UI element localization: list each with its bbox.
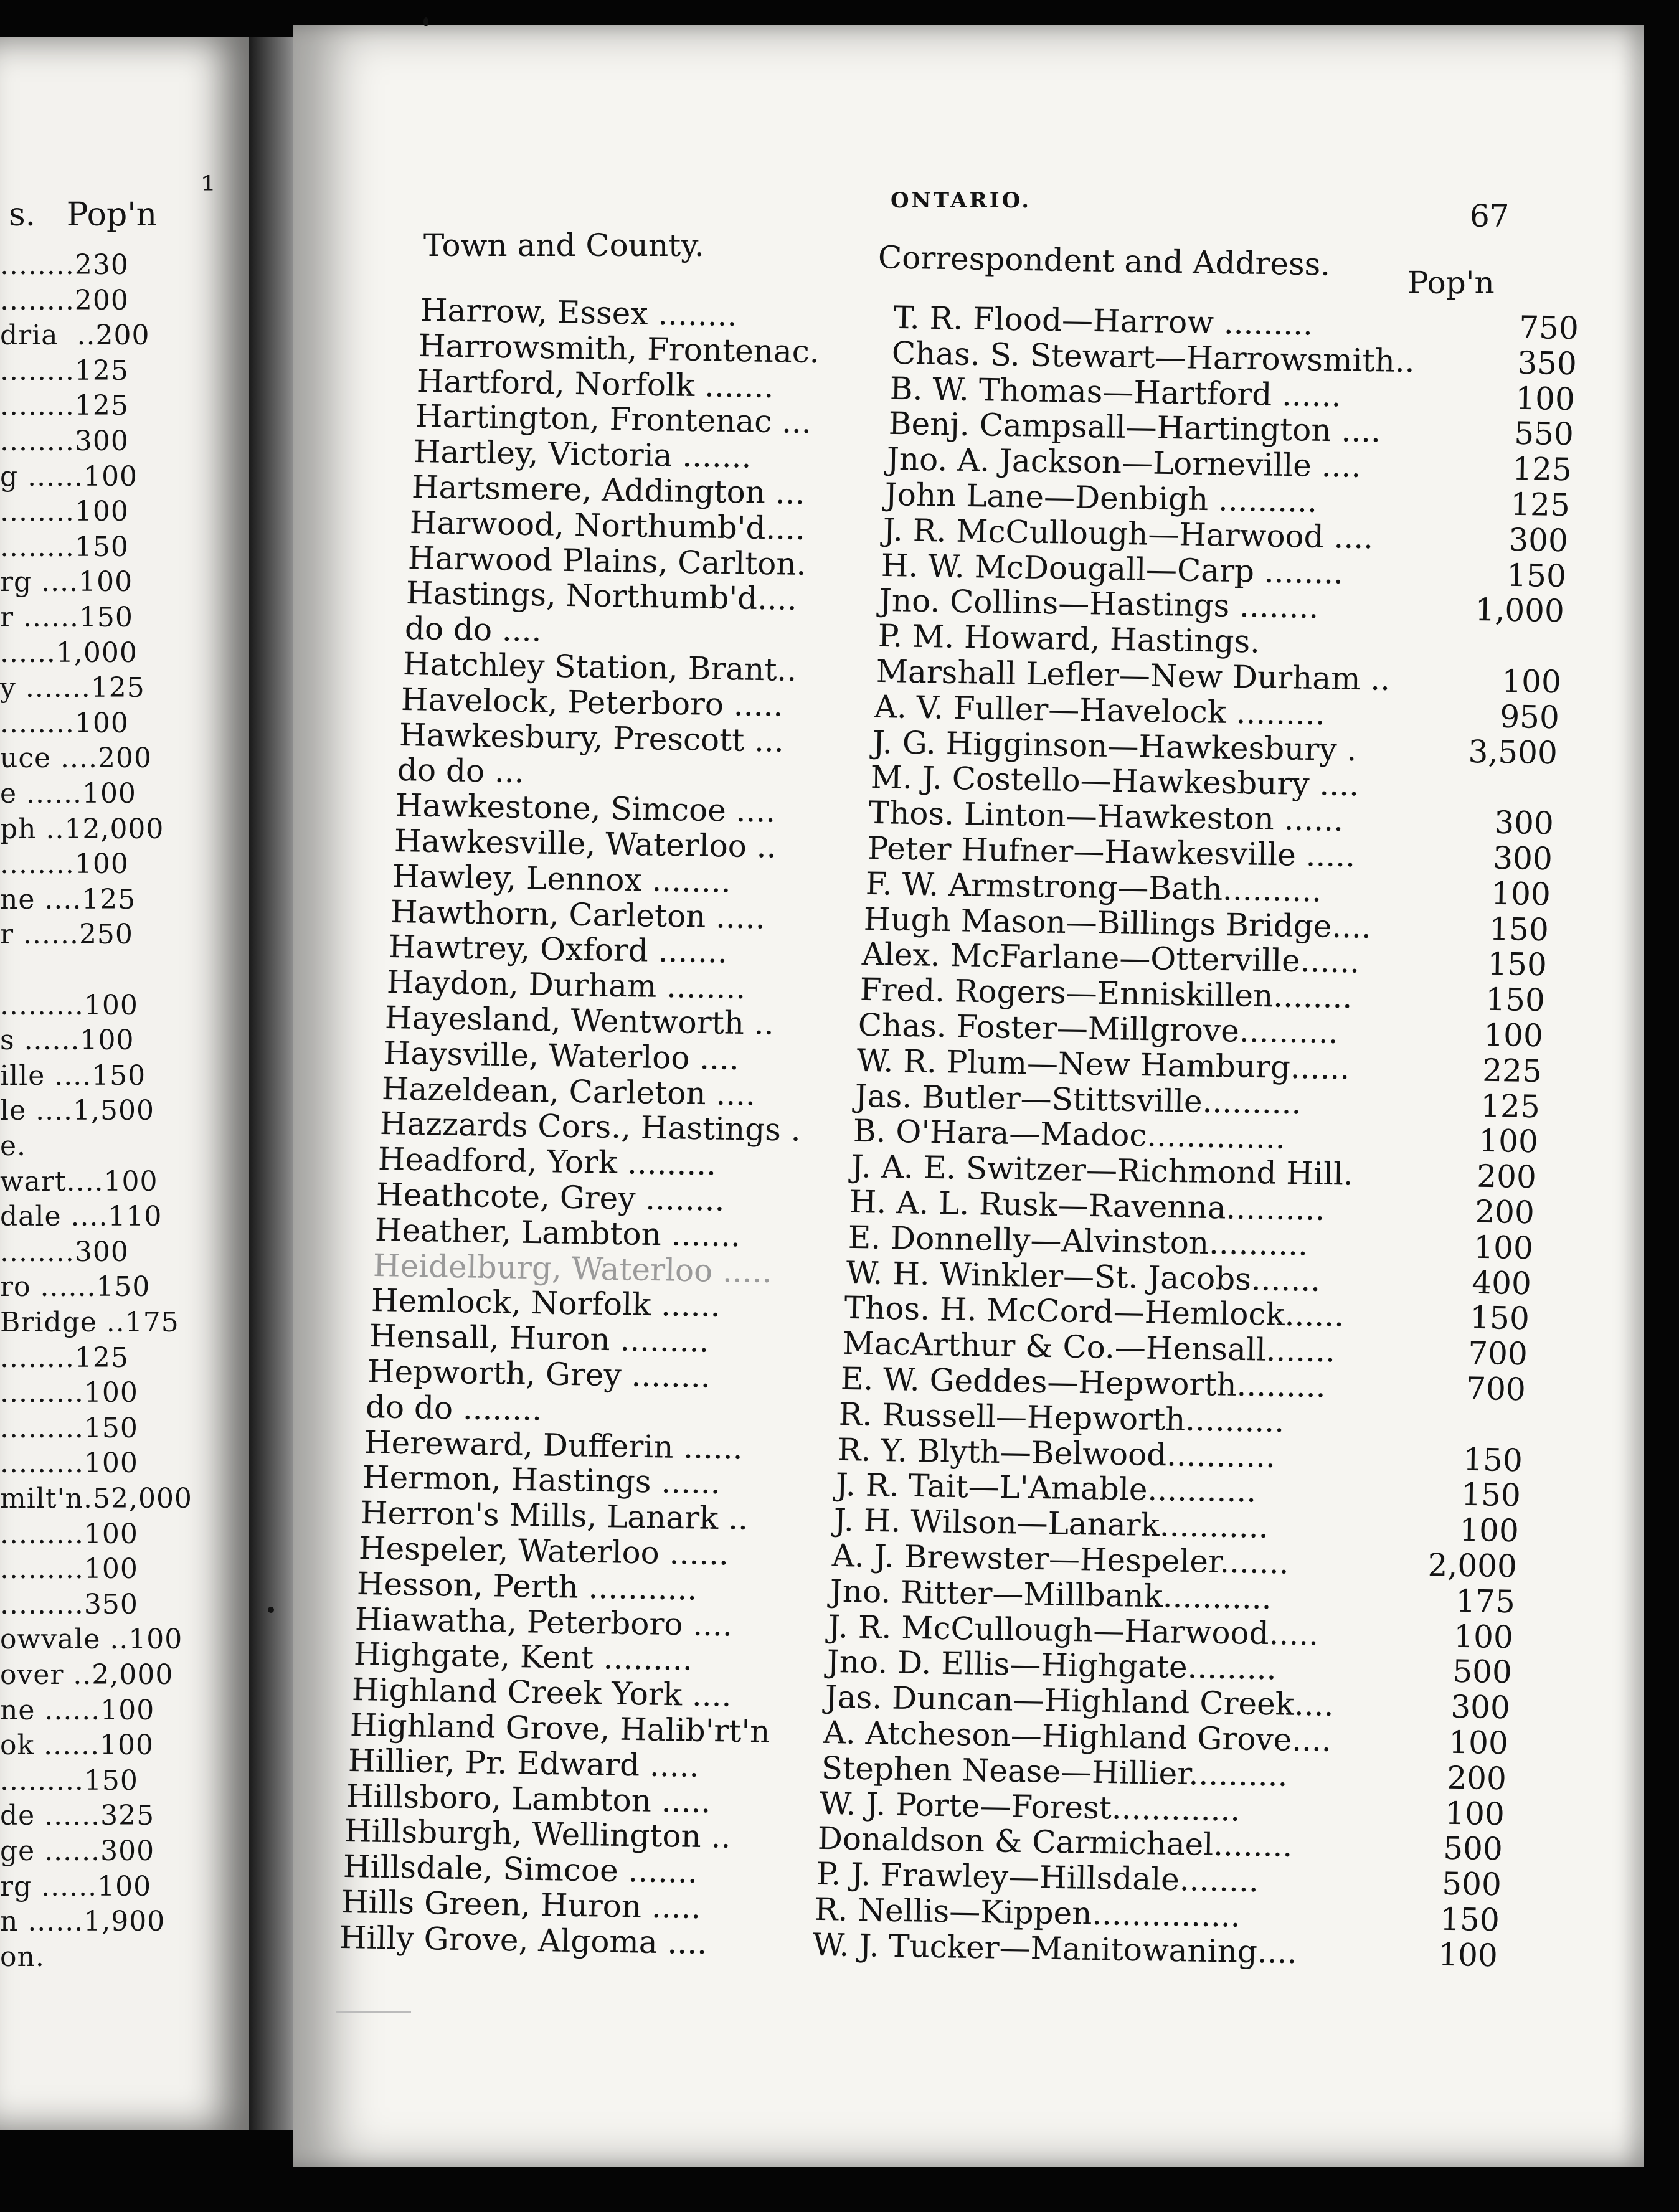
left-page-line: n ......1,900 xyxy=(0,1906,166,1938)
entry-population: 700 xyxy=(1466,1370,1526,1408)
entry-population: 150 xyxy=(1460,1477,1521,1514)
entry-correspondent: Chas. Foster—Millgrove.......... xyxy=(858,1006,1339,1051)
entry-population: 2,000 xyxy=(1427,1546,1518,1585)
entry-correspondent: E. Donnelly—Alvinston.......... xyxy=(847,1219,1308,1263)
entry-town-county: Hawthorn, Carleton ..... xyxy=(390,893,766,936)
entry-correspondent: W. R. Plum—New Hamburg...... xyxy=(856,1042,1350,1087)
entry-town-county: Hawley, Lennox ........ xyxy=(392,858,731,900)
entry-population: 100 xyxy=(1515,380,1576,417)
entry-town-county: Harrow, Essex ........ xyxy=(420,292,738,333)
entry-correspondent: Jno. D. Ellis—Highgate......... xyxy=(826,1643,1277,1687)
entry-town-county: Hermon, Hastings ...... xyxy=(362,1459,721,1501)
entry-town-county: Hills Green, Huron ..... xyxy=(341,1884,701,1926)
entry-population: 1,000 xyxy=(1475,592,1565,630)
entry-population: 950 xyxy=(1499,698,1560,736)
entry-population: 350 xyxy=(1517,344,1577,382)
entry-town-county: Hawtrey, Oxford ....... xyxy=(388,929,728,970)
entry-town-county: Hilly Grove, Algoma .... xyxy=(339,1919,707,1962)
entry-town-county: Hartsmere, Addington ... xyxy=(411,469,805,511)
entry-town-county: Heathcote, Grey ........ xyxy=(376,1176,726,1218)
left-page-line: r ......150 xyxy=(0,602,133,633)
entry-population: 750 xyxy=(1518,309,1579,347)
entry-town-county: Highgate, Kent ......... xyxy=(353,1636,693,1678)
left-page-line: ........150 xyxy=(0,531,129,563)
entry-population: 100 xyxy=(1473,1229,1533,1267)
entry-correspondent: J. G. Higginson—Hawkesbury . xyxy=(872,724,1357,768)
entry-population: 100 xyxy=(1459,1511,1520,1549)
entry-correspondent: Fred. Rogers—Enniskillen........ xyxy=(859,971,1353,1016)
left-page-line: .........100 xyxy=(0,989,138,1021)
entry-town-county: Hesson, Perth ........... xyxy=(356,1565,698,1607)
left-page-line: ........100 xyxy=(0,496,129,528)
entry-correspondent: J. H. Wilson—Lanark........... xyxy=(833,1502,1269,1546)
entry-correspondent: J. A. E. Switzer—Richmond Hill. xyxy=(851,1148,1354,1193)
entry-population: 125 xyxy=(1510,486,1571,524)
left-page-line: e. xyxy=(0,1130,27,1162)
entry-town-county: Hiawatha, Peterboro .... xyxy=(354,1600,733,1643)
entry-town-county: Haydon, Durham ........ xyxy=(386,964,747,1006)
entry-population: 200 xyxy=(1475,1193,1535,1231)
entry-population: 100 xyxy=(1483,1016,1544,1054)
entry-correspondent: P. J. Frawley—Hillsdale........ xyxy=(816,1856,1259,1899)
entry-town-county: Hillsburgh, Wellington .. xyxy=(344,1813,732,1856)
left-page-line: on. xyxy=(0,1940,45,1973)
entry-population: 125 xyxy=(1511,450,1572,488)
entry-population: 150 xyxy=(1506,557,1567,594)
entry-correspondent: Alex. McFarlane—Otterville...... xyxy=(861,936,1360,980)
entry-correspondent: W. J. Tucker—Manitowaning.... xyxy=(812,1926,1297,1970)
entry-town-county: Hawkestone, Simcoe .... xyxy=(395,787,777,830)
left-page-line: dria ..200 xyxy=(0,319,150,352)
left-page-line: de ......325 xyxy=(0,1800,155,1832)
entry-town-county: Herron's Mills, Lanark .. xyxy=(360,1495,749,1537)
entry-population: 150 xyxy=(1488,910,1549,948)
left-page-line: ne ....125 xyxy=(0,883,136,915)
left-page-line: ........125 xyxy=(0,354,129,387)
entry-correspondent: Jno. Ritter—Millbank........... xyxy=(830,1572,1272,1616)
entry-correspondent: W. H. Winkler—St. Jacobs....... xyxy=(846,1254,1321,1298)
entry-town-county: Hensall, Huron ......... xyxy=(369,1318,710,1359)
left-page-line: ........100 xyxy=(0,707,129,739)
left-page-line: milt'n.52,000 xyxy=(0,1483,192,1515)
entry-population: 500 xyxy=(1441,1865,1502,1903)
entry-correspondent: Jas. Butler—Stittsville.......... xyxy=(854,1077,1302,1121)
left-page-line: r ......250 xyxy=(0,919,133,951)
directory-entries xyxy=(293,25,1644,2167)
entry-population: 100 xyxy=(1448,1724,1509,1762)
entry-population: 225 xyxy=(1482,1052,1542,1090)
left-page-line: ........125 xyxy=(0,1341,129,1374)
left-page-line: ro ......150 xyxy=(0,1271,151,1303)
entry-town-county: Headford, York ......... xyxy=(377,1141,717,1183)
entry-town-county: Hazeldean, Carleton .... xyxy=(381,1070,756,1113)
entry-population: 3,500 xyxy=(1468,733,1558,771)
entry-town-county: Hartford, Norfolk ....... xyxy=(416,362,775,405)
entry-correspondent: Thos. H. McCord—Hemlock...... xyxy=(844,1290,1345,1334)
entry-population: 300 xyxy=(1492,839,1553,877)
left-page-line: y .......125 xyxy=(0,672,145,704)
entry-town-county: Hillier, Pr. Edward ..... xyxy=(348,1742,700,1784)
column-header-population: Pop'n xyxy=(1407,265,1495,301)
left-page-line: e ......100 xyxy=(0,778,136,810)
entry-population: 150 xyxy=(1462,1441,1523,1478)
entry-town-county: Harrowsmith, Frontenac. xyxy=(418,327,820,370)
entry-population: 150 xyxy=(1487,946,1548,983)
bottom-rule xyxy=(336,2011,411,2013)
entry-population: 400 xyxy=(1471,1264,1531,1302)
entry-town-county: Hazzards Cors., Hastings . xyxy=(379,1105,802,1149)
entry-correspondent: Jas. Duncan—Highland Creek.... xyxy=(825,1679,1334,1723)
entry-correspondent: R. Russell—Hepworth.......... xyxy=(838,1396,1285,1439)
entry-population: 300 xyxy=(1494,804,1554,842)
left-page-line: uce ....200 xyxy=(0,742,152,775)
entry-town-county: Havelock, Peterboro ..... xyxy=(400,681,783,724)
left-page-line: .........100 xyxy=(0,1553,138,1586)
left-page-line: Bridge ..175 xyxy=(0,1307,179,1338)
ink-mark: ¹ xyxy=(201,168,216,212)
left-page-fragment xyxy=(0,37,249,2130)
entry-town-county: Highland Grove, Halib'rt'n xyxy=(349,1707,770,1750)
left-page-line: ......1,000 xyxy=(0,636,138,669)
left-page-line: .........100 xyxy=(0,1377,138,1409)
entry-town-county: Hespeler, Waterloo ...... xyxy=(358,1530,729,1572)
entry-correspondent: J. R. McCullough—Harwood .... xyxy=(882,511,1374,556)
entry-town-county: Heather, Lambton ....... xyxy=(374,1211,740,1254)
entry-population: 300 xyxy=(1450,1688,1511,1726)
entry-population: 175 xyxy=(1455,1582,1516,1620)
entry-correspondent: H. A. L. Rusk—Ravenna.......... xyxy=(849,1183,1326,1227)
entry-correspondent: A. J. Brewster—Hespeler....... xyxy=(831,1537,1290,1581)
entry-correspondent: Peter Hufner—Hawkesville ..... xyxy=(867,830,1356,874)
left-page-line: rg ....100 xyxy=(0,566,133,598)
entry-town-county: Harwood, Northumb'd.... xyxy=(409,504,806,547)
entry-population: 100 xyxy=(1501,663,1561,701)
entry-town-county: do do .... xyxy=(404,610,542,649)
left-page-line: ne ......100 xyxy=(0,1694,155,1726)
entry-population: 100 xyxy=(1454,1618,1514,1655)
left-page-line: ........230 xyxy=(0,249,129,281)
entry-population: 200 xyxy=(1477,1158,1537,1196)
entry-population: 150 xyxy=(1469,1300,1530,1337)
entry-correspondent: B. W. Thomas—Hartford ...... xyxy=(889,370,1342,414)
entry-correspondent: Hugh Mason—Billings Bridge.... xyxy=(863,900,1372,945)
column-header-town: Town and County. xyxy=(423,227,704,263)
entry-correspondent: A. V. Fuller—Havelock ......... xyxy=(874,688,1326,732)
entry-town-county: Harwood Plains, Carlton. xyxy=(407,539,807,582)
entry-population: 300 xyxy=(1508,521,1569,559)
entry-town-county: Hawkesville, Waterloo .. xyxy=(394,823,777,865)
entry-town-county: Hartington, Frontenac ... xyxy=(415,398,811,441)
entry-correspondent: Benj. Campsall—Hartington .... xyxy=(887,405,1381,450)
entry-population: 550 xyxy=(1513,415,1574,453)
entry-town-county: Hillsdale, Simcoe ....... xyxy=(343,1848,698,1891)
entry-population: 125 xyxy=(1480,1087,1541,1125)
left-page-line: .........350 xyxy=(0,1588,138,1620)
entry-population: 500 xyxy=(1443,1830,1503,1868)
left-page-line: over ..2,000 xyxy=(0,1659,174,1691)
entry-correspondent: Jno. Collins—Hastings ........ xyxy=(879,582,1320,626)
entry-town-county: Hastings, Northumb'd.... xyxy=(405,575,798,618)
entry-town-county: Hayesland, Wentworth .. xyxy=(385,1000,775,1042)
scan-speck xyxy=(268,1607,274,1613)
entry-population: 700 xyxy=(1467,1335,1528,1373)
entry-town-county: Hepworth, Grey ........ xyxy=(367,1353,711,1395)
left-page-line: wart....100 xyxy=(0,1165,158,1198)
entry-correspondent: R. Nellis—Kippen............... xyxy=(814,1891,1241,1934)
left-page-line: ........200 xyxy=(0,284,129,316)
entry-correspondent: Jno. A. Jackson—Lorneville .... xyxy=(886,441,1361,485)
left-page-line: .........150 xyxy=(0,1764,138,1797)
entry-correspondent: E. W. Geddes—Hepworth......... xyxy=(840,1360,1327,1405)
entry-correspondent: B. O'Hara—Madoc.............. xyxy=(853,1113,1286,1156)
entry-correspondent: MacArthur & Co.—Hensall....... xyxy=(842,1325,1336,1369)
entry-correspondent: Marshall Lefler—New Durham .. xyxy=(876,653,1391,697)
entry-correspondent: F. W. Armstrong—Bath.......... xyxy=(865,865,1322,909)
entry-town-county: Hatchley Station, Brant.. xyxy=(402,646,797,688)
left-page-line: ........300 xyxy=(0,425,129,457)
entry-correspondent: A. Atcheson—Highland Grove.... xyxy=(823,1714,1332,1759)
entry-town-county: Hemlock, Norfolk ...... xyxy=(371,1282,721,1325)
entry-population: 100 xyxy=(1445,1795,1505,1832)
entry-correspondent: R. Y. Blyth—Belwood........... xyxy=(837,1431,1276,1475)
entry-population: 200 xyxy=(1447,1759,1507,1797)
entry-town-county: do do ... xyxy=(397,752,525,790)
entry-correspondent: H. W. McDougall—Carp ........ xyxy=(881,547,1344,591)
left-page-line: .........100 xyxy=(0,1447,138,1480)
entry-town-county: Hartley, Victoria ....... xyxy=(413,433,752,475)
entry-population: 150 xyxy=(1485,981,1546,1019)
entry-correspondent: Chas. S. Stewart—Harrowsmith.. xyxy=(891,334,1416,379)
entry-correspondent: P. M. Howard, Hastings. xyxy=(877,618,1260,660)
entry-population: 100 xyxy=(1437,1936,1498,1974)
entry-correspondent: Stephen Nease—Hillier.......... xyxy=(821,1749,1289,1794)
entry-correspondent: W. J. Porte—Forest............. xyxy=(819,1785,1241,1828)
entry-town-county: Haysville, Waterloo .... xyxy=(383,1034,740,1077)
left-page-line: ge ......300 xyxy=(0,1835,155,1867)
entry-town-county: do do ........ xyxy=(365,1388,542,1428)
left-page-line: ok ......100 xyxy=(0,1729,154,1762)
entry-correspondent: Thos. Linton—Hawkeston ...... xyxy=(868,795,1345,839)
entry-correspondent: J. R. Tait—L'Amable........... xyxy=(835,1467,1257,1510)
left-page-line: ........125 xyxy=(0,390,129,422)
entry-town-county: Hawkesbury, Prescott ... xyxy=(399,716,785,759)
left-page-line: ........100 xyxy=(0,848,129,881)
left-page-line: ........300 xyxy=(0,1236,129,1268)
running-head: ONTARIO. xyxy=(891,188,1032,213)
scan-speck xyxy=(423,17,428,26)
column-header-correspondent: Correspondent and Address. xyxy=(877,239,1331,283)
page-number: 67 xyxy=(1470,198,1510,234)
entry-correspondent: J. R. McCullough—Harwood..... xyxy=(828,1608,1320,1652)
left-page-line: .........100 xyxy=(0,1518,138,1550)
entry-population: 150 xyxy=(1439,1901,1500,1939)
left-page-line: le ....1,500 xyxy=(0,1095,155,1127)
entry-town-county: Hereward, Dufferin ...... xyxy=(364,1424,743,1467)
left-page-line: ph ..12,000 xyxy=(0,813,164,845)
left-page-line: owvale ..100 xyxy=(0,1624,183,1656)
entry-correspondent: Donaldson & Carmichael........ xyxy=(817,1820,1294,1865)
left-page-header: s. Pop'n xyxy=(9,196,158,234)
left-page-line: rg ......100 xyxy=(0,1870,152,1902)
entry-population: 100 xyxy=(1490,875,1551,913)
left-page-line: .........150 xyxy=(0,1412,138,1444)
entry-town-county: Highland Creek York .... xyxy=(351,1671,732,1714)
entry-correspondent: John Lane—Denbigh .......... xyxy=(884,476,1318,519)
left-page-line: dale ....110 xyxy=(0,1201,163,1233)
entry-correspondent: T. R. Flood—Harrow ......... xyxy=(893,299,1313,343)
right-page xyxy=(293,25,1644,2167)
entry-correspondent: M. J. Costello—Hawkesbury .... xyxy=(870,759,1360,803)
left-page-line: s ......100 xyxy=(0,1024,135,1057)
left-page-line: g ......100 xyxy=(0,460,138,493)
entry-population: 500 xyxy=(1452,1653,1512,1691)
entry-town-county: Hillsboro, Lambton ..... xyxy=(346,1777,712,1820)
entry-population: 100 xyxy=(1478,1123,1539,1160)
left-page-line: ille ....150 xyxy=(0,1059,146,1092)
entry-town-county: Heidelburg, Waterloo ..... xyxy=(372,1247,772,1290)
